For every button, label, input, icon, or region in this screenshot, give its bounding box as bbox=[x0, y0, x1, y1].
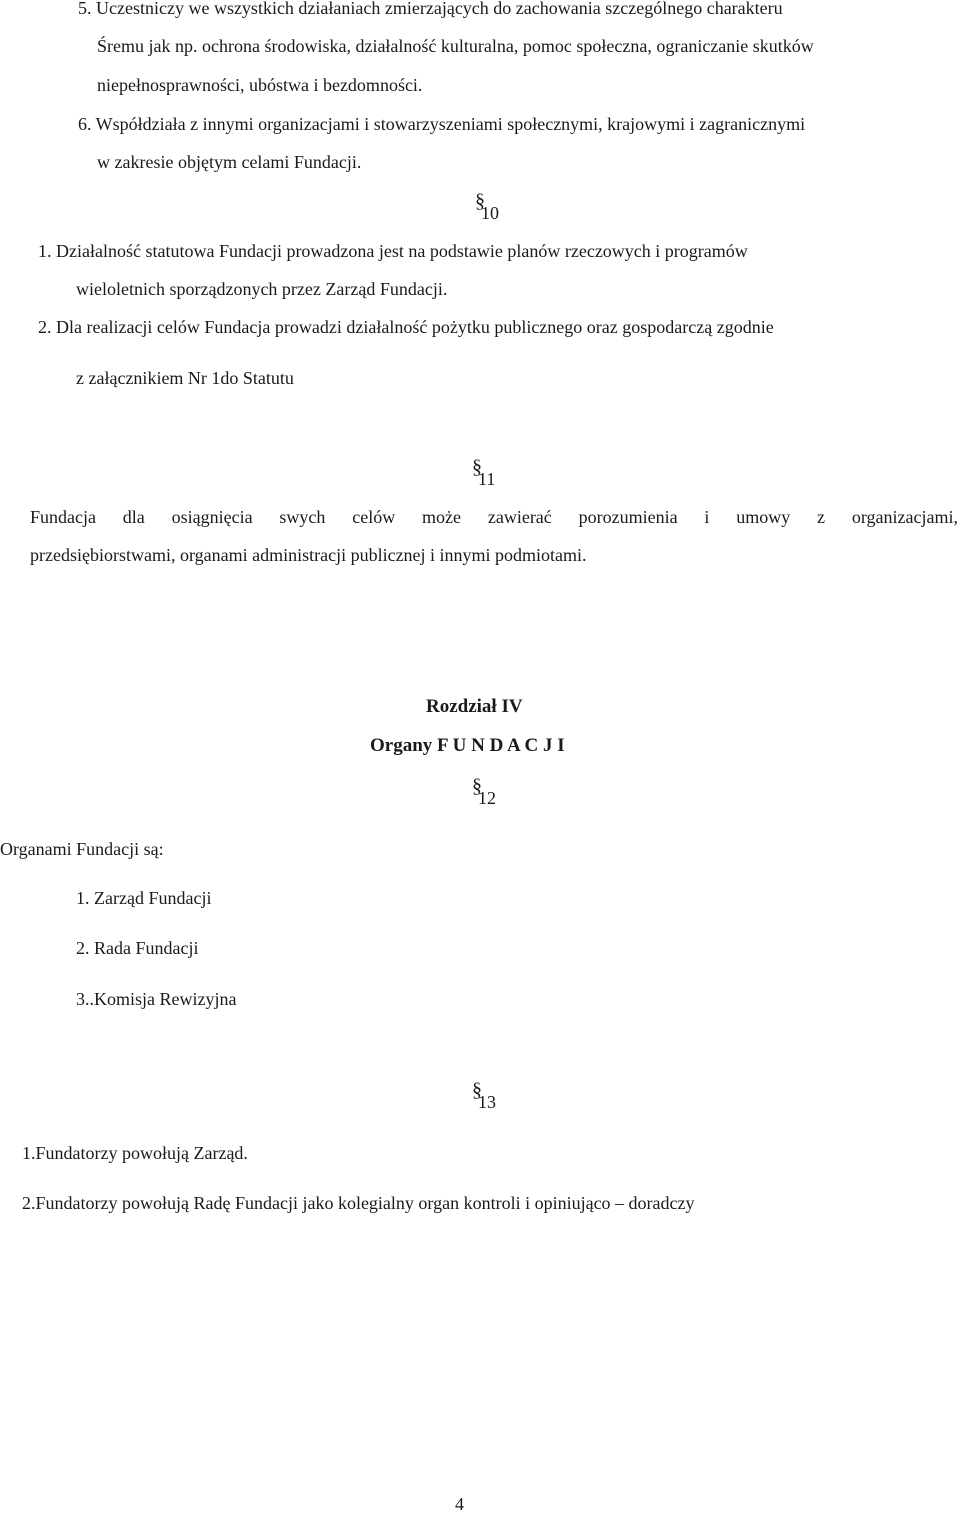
section-13-line-1: 1.Fundatorzy powołują Zarząd. bbox=[22, 1143, 248, 1163]
section-12-heading bbox=[472, 775, 496, 809]
section-11-line-2: przedsiębiorstwami, organami administracji publicznej i innymi podmiotami. bbox=[30, 545, 587, 565]
section-number: 11 bbox=[478, 469, 496, 489]
section-number: 10 bbox=[481, 203, 499, 223]
section-10-p2-line-1: 2. Dla realizacji celów Fundacja prowadzi działalność pożytku publicznego oraz gospodarczą zgodnie bbox=[38, 317, 774, 337]
page-number: 4 bbox=[455, 1494, 464, 1514]
section-number: 12 bbox=[478, 788, 496, 808]
section-11-line-1: Fundacja dla osiągnięcia swych celów może zawierać porozumienia i umowy z organizacjami, bbox=[30, 507, 958, 527]
item-5-line-3: niepełnosprawności, ubóstwa i bezdomności. bbox=[97, 75, 423, 95]
chapter-title: Rozdział IV bbox=[426, 696, 523, 717]
item-5-line-2: Śremu jak np. ochrona środowiska, działalność kulturalna, pomoc społeczna, ograniczanie skutków bbox=[97, 36, 814, 56]
organ-list-item: 1. Zarząd Fundacji bbox=[76, 888, 212, 908]
section-11-heading bbox=[472, 456, 496, 490]
section-13-line-2: 2.Fundatorzy powołują Radę Fundacji jako kolegialny organ kontroli i opiniująco – doradczy bbox=[22, 1193, 695, 1213]
chapter-subtitle: Organy F U N D A C J I bbox=[370, 735, 565, 756]
section-symbol: § bbox=[472, 1079, 482, 1101]
organ-list-item: 3..Komisja Rewizyjna bbox=[76, 989, 237, 1009]
section-10-p2-line-2: z załącznikiem Nr 1do Statutu bbox=[76, 368, 294, 388]
section-13-heading bbox=[472, 1079, 496, 1113]
section-symbol: § bbox=[472, 775, 482, 797]
section-12-intro: Organami Fundacji są: bbox=[0, 839, 164, 859]
section-symbol: § bbox=[475, 190, 485, 212]
section-10-heading bbox=[475, 190, 499, 224]
section-10-p1-line-2: wieloletnich sporządzonych przez Zarząd Fundacji. bbox=[76, 279, 448, 299]
item-5-line-1: 5. Uczestniczy we wszystkich działaniach zmierzających do zachowania szczególnego charakteru bbox=[78, 0, 783, 18]
section-number: 13 bbox=[478, 1092, 496, 1112]
section-symbol: § bbox=[472, 456, 482, 478]
organ-list-item: 2. Rada Fundacji bbox=[76, 938, 199, 958]
item-6-line-2: w zakresie objętym celami Fundacji. bbox=[97, 152, 362, 172]
item-6-line-1: 6. Współdziała z innymi organizacjami i stowarzyszeniami społecznymi, krajowymi i zagranicznymi bbox=[78, 114, 806, 134]
section-10-p1-line-1: 1. Działalność statutowa Fundacji prowadzona jest na podstawie planów rzeczowych i programów bbox=[38, 241, 748, 261]
